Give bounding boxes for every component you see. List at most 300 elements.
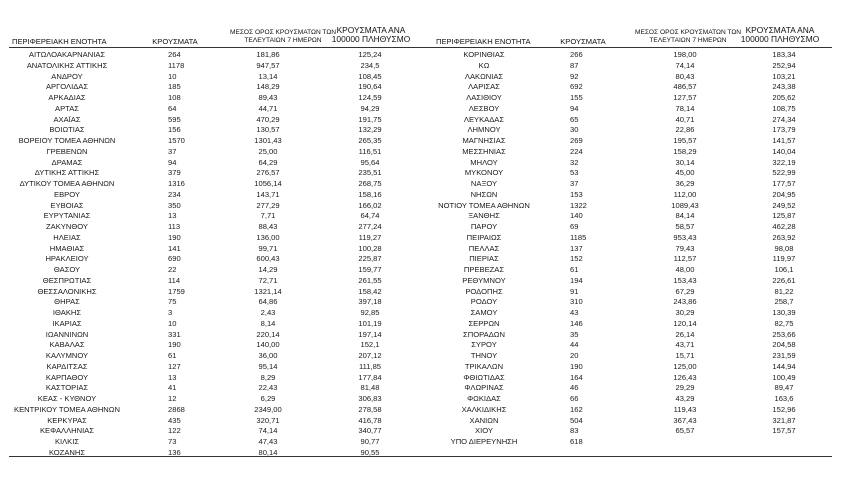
region-cell: ΑΡΚΑΔΙΑΣ: [48, 93, 86, 102]
avg-cell: 136,00: [256, 232, 280, 242]
avg-cell: 47,43: [258, 437, 278, 446]
per100k-cell: 226,61: [772, 275, 796, 285]
cases-cell: 46: [570, 383, 579, 393]
region-cell: ΛΑΡΙΣΑΣ: [468, 82, 500, 92]
per100k-cell: 159,77: [358, 265, 382, 274]
avg-cell: 15,71: [675, 351, 695, 360]
per100k-cell: 274,34: [772, 114, 796, 124]
avg-cell: 320,71: [256, 415, 280, 425]
per100k-cell: 101,19: [358, 318, 382, 328]
cases-cell: 73: [168, 437, 177, 446]
avg-cell: 112,00: [673, 189, 697, 199]
cases-cell: 87: [570, 60, 579, 70]
cases-cell: 155: [570, 93, 583, 102]
region-cell: ΝΗΣΩΝ: [470, 189, 498, 199]
avg-cell: 45,00: [675, 168, 695, 178]
cases-cell: 136: [168, 447, 181, 457]
per100k-cell: 82,75: [774, 318, 794, 328]
per100k-cell: 277,24: [358, 222, 382, 231]
per100k-cell: 197,14: [358, 329, 382, 339]
header-cases-right: ΚΡΟΥΣΜΑΤΑ: [560, 37, 606, 46]
cases-cell: 137: [570, 243, 583, 253]
per100k-cell: 89,47: [774, 383, 794, 393]
table-row: [0, 244, 850, 254]
avg-cell: 947,57: [256, 60, 280, 70]
region-cell: ΙΚΑΡΙΑΣ: [52, 318, 82, 328]
header-region-left: ΠΕΡΙΦΕΡΕΙΑΚΗ ΕΝΟΤΗΤΑ: [12, 37, 107, 46]
cases-cell: 13: [168, 211, 177, 221]
region-cell: ΗΛΕΙΑΣ: [53, 232, 81, 242]
per100k-cell: 249,52: [772, 200, 796, 210]
table-row: [0, 276, 850, 286]
cases-cell: 2868: [168, 404, 185, 414]
avg-cell: 1056,14: [254, 179, 282, 188]
cases-cell: 30: [570, 125, 579, 135]
table-row: [0, 233, 850, 243]
cases-cell: 10: [168, 71, 177, 81]
avg-cell: 36,00: [258, 351, 278, 360]
cases-cell: 66: [570, 394, 579, 403]
per100k-cell: 64,74: [360, 211, 380, 221]
cases-cell: 153: [570, 189, 583, 199]
table-row: [0, 136, 850, 146]
cases-cell: 146: [570, 318, 583, 328]
per100k-cell: 100,28: [358, 243, 382, 253]
avg-cell: 198,00: [673, 50, 697, 59]
cases-cell: 435: [168, 415, 181, 425]
region-cell: ΠΑΡΟΥ: [470, 222, 498, 231]
per100k-cell: 191,75: [358, 114, 382, 124]
region-cell: ΔΥΤΙΚΟΥ ΤΟΜΕΑ ΑΘΗΝΩΝ: [19, 179, 115, 188]
avg-cell: 22,43: [258, 383, 278, 393]
avg-cell: 84,14: [675, 211, 695, 221]
per100k-cell: 163,6: [774, 394, 794, 403]
region-cell: ΛΕΥΚΑΔΑΣ: [463, 114, 505, 124]
per100k-cell: 152,1: [360, 340, 380, 350]
region-cell: ΘΕΣΣΑΛΟΝΙΚΗΣ: [37, 286, 97, 296]
avg-cell: 43,71: [675, 340, 695, 350]
region-cell: ΑΧΑΪΑΣ: [53, 114, 81, 124]
avg-cell: 140,00: [256, 340, 280, 350]
per100k-cell: 90,77: [360, 437, 380, 446]
region-cell: ΧΑΛΚΙΔΙΚΗΣ: [461, 404, 507, 414]
region-cell: ΚΑΒΑΛΑΣ: [49, 340, 85, 350]
per100k-cell: 321,87: [772, 415, 796, 425]
avg-cell: 89,43: [258, 93, 278, 102]
avg-cell: 67,29: [675, 286, 695, 296]
avg-cell: 243,86: [673, 297, 697, 307]
avg-cell: 13,14: [258, 71, 278, 81]
avg-cell: 8,29: [260, 372, 276, 382]
avg-cell: 26,14: [675, 329, 695, 339]
per100k-cell: 416,78: [358, 415, 382, 425]
table-row: [0, 61, 850, 71]
per100k-cell: 253,66: [772, 329, 796, 339]
cases-cell: 234: [168, 189, 181, 199]
region-cell: ΑΝΑΤΟΛΙΚΗΣ ΑΤΤΙΚΗΣ: [26, 60, 108, 70]
region-cell: ΤΡΙΚΑΛΩΝ: [464, 361, 504, 371]
avg-cell: 276,57: [256, 168, 280, 178]
cases-cell: 122: [168, 426, 181, 436]
cases-cell: 43: [570, 308, 579, 317]
per100k-cell: 157,57: [772, 426, 796, 436]
region-cell: ΙΩΑΝΝΙΝΩΝ: [45, 329, 89, 339]
avg-cell: 48,00: [675, 265, 695, 274]
per100k-cell: 92,85: [360, 308, 380, 317]
region-cell: ΙΘΑΚΗΣ: [52, 308, 82, 317]
avg-cell: 220,14: [256, 329, 280, 339]
table-row: [0, 190, 850, 200]
avg-cell: 36,29: [675, 179, 695, 188]
avg-cell: 6,29: [260, 394, 276, 403]
region-cell: ΗΜΑΘΙΑΣ: [49, 243, 85, 253]
per100k-cell: 158,16: [358, 189, 382, 199]
table-row: [0, 287, 850, 297]
cases-cell: 310: [570, 297, 583, 307]
cases-cell: 75: [168, 297, 177, 307]
avg-cell: 40,71: [675, 114, 695, 124]
per100k-cell: 243,38: [772, 82, 796, 92]
cases-cell: 41: [168, 383, 177, 393]
cases-cell: 164: [570, 372, 583, 382]
avg-cell: 120,14: [673, 318, 697, 328]
cases-cell: 595: [168, 114, 181, 124]
region-cell: ΔΥΤΙΚΗΣ ΑΤΤΙΚΗΣ: [34, 168, 100, 178]
avg-cell: 80,14: [258, 447, 278, 457]
per100k-cell: 204,58: [772, 340, 796, 350]
region-cell: ΠΡΕΒΕΖΑΣ: [463, 265, 505, 274]
cases-cell: 83: [570, 426, 579, 436]
cases-cell: 162: [570, 404, 583, 414]
per100k-cell: 106,1: [774, 265, 794, 274]
table-row: [0, 147, 850, 157]
region-cell: ΕΥΒΟΙΑΣ: [50, 200, 84, 210]
per100k-cell: 103,21: [772, 71, 796, 81]
per100k-cell: 207,12: [358, 351, 382, 360]
cases-cell: 1570: [168, 136, 185, 145]
cases-cell: 269: [570, 136, 583, 145]
cases-cell: 69: [570, 222, 579, 231]
cases-cell: 190: [570, 361, 583, 371]
region-cell: ΚΑΛΥΜΝΟΥ: [45, 351, 89, 360]
cases-cell: 140: [570, 211, 583, 221]
cases-cell: 194: [570, 275, 583, 285]
per100k-cell: 94,29: [360, 103, 380, 113]
region-cell: ΓΡΕΒΕΝΩΝ: [46, 146, 88, 156]
avg-cell: 30,29: [675, 308, 695, 317]
table-row: [0, 405, 850, 415]
cases-cell: 266: [570, 50, 583, 59]
per100k-cell: 268,75: [358, 179, 382, 188]
per100k-cell: 235,51: [358, 168, 382, 178]
per100k-cell: 265,35: [358, 136, 382, 145]
region-cell: ΤΗΝΟΥ: [470, 351, 498, 360]
per100k-cell: 119,97: [772, 254, 796, 264]
avg-cell: 64,86: [258, 297, 278, 307]
region-cell: ΗΡΑΚΛΕΙΟΥ: [45, 254, 89, 264]
per100k-cell: 183,34: [772, 50, 796, 59]
region-cell: ΛΗΜΝΟΥ: [467, 125, 501, 135]
table-row: [0, 104, 850, 114]
region-cell: ΜΑΓΝΗΣΙΑΣ: [462, 136, 506, 145]
table-row: [0, 50, 850, 60]
avg-cell: 95,14: [258, 361, 278, 371]
region-cell: ΘΑΣΟΥ: [53, 265, 81, 274]
cases-cell: 94: [168, 157, 177, 167]
per100k-cell: 190,64: [358, 82, 382, 92]
per100k-cell: 263,92: [772, 232, 796, 242]
cases-cell: 1178: [168, 60, 185, 70]
per100k-cell: 204,95: [772, 189, 796, 199]
cases-cell: 331: [168, 329, 181, 339]
cases-cell: 692: [570, 82, 583, 92]
avg-cell: 74,14: [258, 426, 278, 436]
per100k-cell: 98,08: [774, 243, 794, 253]
per100k-cell: 100,49: [772, 372, 796, 382]
table-row: [0, 362, 850, 372]
per100k-cell: 144,94: [772, 361, 796, 371]
avg-cell: 14,29: [258, 265, 278, 274]
per100k-cell: 205,62: [772, 93, 796, 102]
cases-cell: 1322: [570, 200, 587, 210]
region-cell: ΝΟΤΙΟΥ ΤΟΜΕΑ ΑΘΗΝΩΝ: [438, 200, 530, 210]
per100k-cell: 234,5: [360, 60, 380, 70]
table-row: [0, 222, 850, 232]
avg-cell: 277,29: [256, 200, 280, 210]
header-region-right: ΠΕΡΙΦΕΡΕΙΑΚΗ ΕΝΟΤΗΤΑ: [436, 37, 531, 46]
cases-cell: 190: [168, 232, 181, 242]
region-cell: ΚΕΦΑΛΛΗΝΙΑΣ: [39, 426, 95, 436]
region-cell: ΑΡΤΑΣ: [55, 103, 79, 113]
per100k-cell: 81,22: [774, 286, 794, 296]
region-cell: ΒΟΙΩΤΙΑΣ: [49, 125, 85, 135]
cases-cell: 32: [570, 157, 579, 167]
table-row: [0, 179, 850, 189]
per100k-cell: 462,28: [772, 222, 796, 231]
per100k-cell: 166,02: [358, 200, 382, 210]
avg-cell: 119,43: [673, 404, 697, 414]
cases-cell: 22: [168, 265, 177, 274]
table-row: [0, 319, 850, 329]
region-cell: ΜΗΛΟΥ: [470, 157, 498, 167]
region-cell: ΦΘΙΩΤΙΔΑΣ: [463, 372, 505, 382]
cases-cell: 224: [570, 146, 583, 156]
region-cell: ΡΕΘΥΜΝΟΥ: [462, 275, 506, 285]
avg-cell: 43,29: [675, 394, 695, 403]
region-cell: ΦΛΩΡΙΝΑΣ: [464, 383, 504, 393]
table-row: [0, 82, 850, 92]
avg-cell: 22,86: [675, 125, 695, 135]
header-cases-left: ΚΡΟΥΣΜΑΤΑ: [152, 37, 198, 46]
header-avg-right: ΜΕΣΟΣ ΟΡΟΣ ΚΡΟΥΣΜΑΤΩΝ ΤΩΝ ΤΕΛΕΥΤΑΙΩΝ 7 ΗΜΕΡΩΝ: [634, 29, 742, 44]
avg-cell: 29,29: [675, 383, 695, 393]
region-cell: ΚΩ: [478, 60, 490, 70]
table-row: [0, 211, 850, 221]
table-row: [0, 416, 850, 426]
region-cell: ΚΕΝΤΡΙΚΟΥ ΤΟΜΕΑ ΑΘΗΝΩΝ: [14, 404, 120, 414]
avg-cell: 470,29: [256, 114, 280, 124]
avg-cell: 953,43: [673, 232, 697, 242]
table-row: [0, 125, 850, 135]
table-row: [0, 394, 850, 404]
cases-cell: 20: [570, 351, 579, 360]
region-cell: ΕΥΡΥΤΑΝΙΑΣ: [43, 211, 91, 221]
region-cell: ΒΟΡΕΙΟΥ ΤΟΜΕΑ ΑΘΗΝΩΝ: [18, 136, 116, 145]
per100k-cell: 140,04: [772, 146, 796, 156]
per100k-cell: 141,57: [772, 136, 796, 145]
cases-cell: 61: [570, 265, 579, 274]
table-row: [0, 72, 850, 82]
avg-cell: 486,57: [673, 82, 697, 92]
bottom-rule: [9, 456, 832, 457]
cases-cell: 185: [168, 82, 181, 92]
per100k-cell: 231,59: [772, 351, 796, 360]
per100k-cell: 90,55: [360, 447, 380, 457]
region-cell: ΚΑΡΠΑΘΟΥ: [45, 372, 89, 382]
avg-cell: 25,00: [258, 146, 278, 156]
region-cell: ΜΥΚΟΝΟΥ: [464, 168, 504, 178]
avg-cell: 64,29: [258, 157, 278, 167]
table-row: [0, 373, 850, 383]
avg-cell: 148,29: [256, 82, 280, 92]
per100k-cell: 158,42: [358, 286, 382, 296]
per100k-cell: 397,18: [358, 297, 382, 307]
region-cell: ΣΥΡΟΥ: [471, 340, 497, 350]
table-row: [0, 340, 850, 350]
per100k-cell: 278,58: [358, 404, 382, 414]
cases-cell: 3: [168, 308, 173, 317]
region-cell: ΥΠΟ ΔΙΕΡΕΥΝΗΣΗ: [450, 437, 518, 446]
per100k-cell: 95,64: [360, 157, 380, 167]
table-row: [0, 297, 850, 307]
avg-cell: 195,57: [673, 136, 697, 145]
avg-cell: 143,71: [256, 189, 280, 199]
avg-cell: 112,57: [673, 254, 697, 264]
region-cell: ΘΗΡΑΣ: [54, 297, 80, 307]
avg-cell: 80,43: [675, 71, 695, 81]
cases-cell: 108: [168, 93, 181, 102]
cases-cell: 94: [570, 103, 579, 113]
cases-cell: 618: [570, 437, 583, 446]
avg-cell: 30,14: [675, 157, 695, 167]
per100k-cell: 225,87: [358, 254, 382, 264]
region-cell: ΚΟΡΙΝΘΙΑΣ: [463, 50, 505, 59]
table-row: [0, 93, 850, 103]
region-cell: ΡΟΔΟΠΗΣ: [465, 286, 503, 296]
table-row: [0, 308, 850, 318]
per100k-cell: 177,57: [772, 179, 796, 188]
avg-cell: 99,71: [258, 243, 278, 253]
avg-cell: 79,43: [675, 243, 695, 253]
header-per100k-right: ΚΡΟΥΣΜΑΤΑ ΑΝΑ 100000 ΠΛΗΘΥΣΜΟ: [740, 25, 820, 44]
avg-cell: 367,43: [673, 415, 697, 425]
avg-cell: 74,14: [675, 60, 695, 70]
avg-cell: 158,29: [673, 146, 697, 156]
per100k-cell: 258,7: [774, 297, 794, 307]
avg-cell: 58,57: [675, 222, 695, 231]
per100k-cell: 81,48: [360, 383, 380, 393]
per100k-cell: 177,84: [358, 372, 382, 382]
cases-cell: 127: [168, 361, 181, 371]
avg-cell: 72,71: [258, 275, 278, 285]
avg-cell: 125,00: [673, 361, 697, 371]
avg-cell: 7,71: [260, 211, 276, 221]
per100k-cell: 116,51: [358, 146, 382, 156]
cases-cell: 379: [168, 168, 181, 178]
region-cell: ΞΑΝΘΗΣ: [468, 211, 500, 221]
cases-cell: 35: [570, 329, 579, 339]
region-cell: ΛΑΣΙΘΙΟΥ: [466, 93, 502, 102]
region-cell: ΛΑΚΩΝΙΑΣ: [464, 71, 504, 81]
table-row: [0, 383, 850, 393]
per100k-cell: 306,83: [358, 394, 382, 403]
region-cell: ΚΙΛΚΙΣ: [54, 437, 80, 446]
region-cell: ΚΟΖΑΝΗΣ: [48, 447, 86, 457]
avg-cell: 78,14: [675, 103, 695, 113]
region-cell: ΡΟΔΟΥ: [470, 297, 498, 307]
cases-cell: 12: [168, 394, 177, 403]
cases-cell: 13: [168, 372, 177, 382]
region-cell: ΚΕΑΣ - ΚΥΘΝΟΥ: [37, 394, 97, 403]
cases-cell: 37: [570, 179, 579, 188]
avg-cell: 1301,43: [254, 136, 282, 145]
region-cell: ΔΡΑΜΑΣ: [51, 157, 83, 167]
table-row: [0, 351, 850, 361]
region-cell: ΛΕΣΒΟΥ: [468, 103, 500, 113]
region-cell: ΜΕΣΣΗΝΙΑΣ: [462, 146, 506, 156]
per100k-cell: 125,87: [772, 211, 796, 221]
table-row: [0, 158, 850, 168]
cases-cell: 1185: [570, 232, 587, 242]
per100k-cell: 261,55: [358, 275, 382, 285]
cases-cell: 61: [168, 351, 177, 360]
region-cell: ΣΑΜΟΥ: [470, 308, 498, 317]
avg-cell: 1089,43: [671, 200, 699, 210]
per100k-cell: 322,19: [772, 157, 796, 167]
per100k-cell: 125,24: [358, 50, 382, 59]
per100k-cell: 152,96: [772, 404, 796, 414]
table-row: [0, 168, 850, 178]
region-cell: ΖΑΚΥΝΘΟΥ: [46, 222, 88, 231]
region-cell: ΠΕΛΛΑΣ: [468, 243, 500, 253]
cases-cell: 156: [168, 125, 181, 135]
region-cell: ΑΝΔΡΟΥ: [51, 71, 83, 81]
per100k-cell: 124,59: [358, 93, 382, 102]
per100k-cell: 108,75: [772, 103, 796, 113]
per100k-cell: 252,94: [772, 60, 796, 70]
avg-cell: 127,57: [673, 93, 697, 102]
cases-cell: 65: [570, 114, 579, 124]
table-row: [0, 437, 850, 447]
table-row: [0, 426, 850, 436]
region-cell: ΝΑΞΟΥ: [470, 179, 498, 188]
cases-cell: 152: [570, 254, 583, 264]
avg-cell: 2349,00: [254, 404, 282, 414]
region-cell: ΚΕΡΚΥΡΑΣ: [47, 415, 87, 425]
avg-cell: 181,86: [256, 50, 280, 59]
avg-cell: 130,57: [256, 125, 280, 135]
per100k-cell: 108,45: [358, 71, 382, 81]
per100k-cell: 130,39: [772, 308, 796, 317]
avg-cell: 1321,14: [254, 286, 282, 296]
per100k-cell: 111,85: [358, 361, 382, 371]
cases-cell: 44: [570, 340, 579, 350]
region-cell: ΧΑΝΙΩΝ: [469, 415, 499, 425]
avg-cell: 88,43: [258, 222, 278, 231]
region-cell: ΘΕΣΠΡΩΤΙΑΣ: [42, 275, 92, 285]
table-row: [0, 330, 850, 340]
region-cell: ΚΑΣΤΟΡΙΑΣ: [45, 383, 89, 393]
